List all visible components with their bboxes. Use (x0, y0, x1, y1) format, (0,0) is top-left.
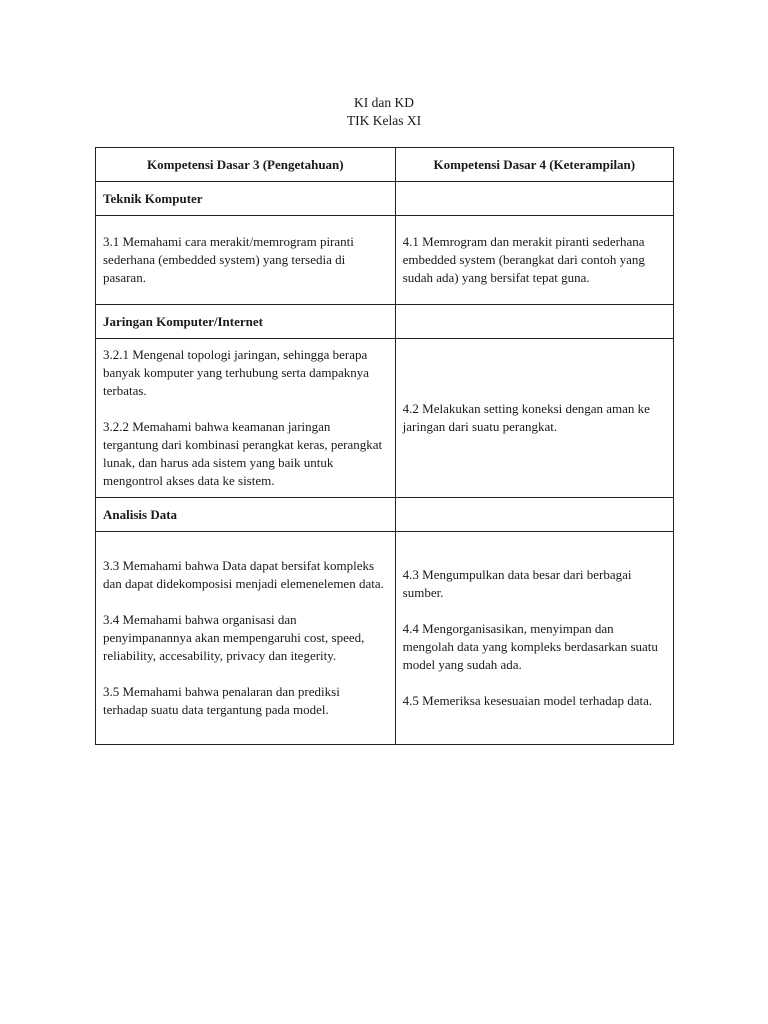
table-row (96, 339, 674, 498)
section-heading-empty (395, 305, 673, 339)
kd3-cell (96, 339, 396, 498)
kd4-cell (395, 339, 673, 498)
section-heading: Teknik Komputer (96, 182, 396, 216)
section-row-analisis-data (96, 498, 674, 532)
document-title (0, 94, 768, 130)
header-kd3: Kompetensi Dasar 3 (Pengetahuan) (96, 148, 396, 182)
kd-item: 3.3 Memahami bahwa Data dapat bersifat kompleks dan dapat didekomposisi menjadi elemenelemen data. (103, 558, 384, 591)
kd3-cell (96, 216, 396, 305)
table-row (96, 216, 674, 305)
kd-item: 4.1 Memrogram dan merakit piranti sederhana embedded system (berangkat dari contoh yang sudah ada) yang bersifat tepat guna. (402, 234, 645, 285)
section-heading: Jaringan Komputer/Internet (96, 305, 396, 339)
kd-item: 3.1 Memahami cara merakit/memrogram piranti sederhana (embedded system) yang tersedia di pasaran. (103, 234, 354, 285)
section-row-jaringan (96, 305, 674, 339)
header-kd4: Kompetensi Dasar 4 (Keterampilan) (395, 148, 673, 182)
table-row (96, 532, 674, 745)
section-heading-empty (395, 182, 673, 216)
kd-item: 4.2 Melakukan setting koneksi dengan aman ke jaringan dari suatu perangkat. (402, 401, 650, 434)
kd-item: 3.2.1 Mengenal topologi jaringan, sehingga berapa banyak komputer yang terhubung serta dampaknya terbatas. (103, 347, 370, 398)
section-heading: Analisis Data (96, 498, 396, 532)
kd-item: 3.4 Memahami bahwa organisasi dan penyimpanannya akan mempengaruhi cost, speed, reliability, accesability, privacy dan itegerity. (103, 612, 365, 663)
section-heading-empty (395, 498, 673, 532)
kd3-cell (96, 532, 396, 745)
kd-item: 4.5 Memeriksa kesesuaian model terhadap data. (402, 693, 653, 708)
kd-item: 3.5 Memahami bahwa penalaran dan prediksi terhadap suatu data tergantung pada model. (103, 684, 340, 717)
kd4-cell (395, 216, 673, 305)
section-row-teknik-komputer (96, 182, 674, 216)
kd-item: 4.4 Mengorganisasikan, menyimpan dan mengolah data yang kompleks berdasarkan suatu model yang sudah ada. (402, 621, 658, 672)
title-line-1: KI dan KD (354, 95, 414, 110)
title-line-2: TIK Kelas XI (346, 113, 422, 128)
kd-item: 3.2.2 Memahami bahwa keamanan jaringan tergantung dari kombinasi perangkat keras, perangkat lunak, dan harus ada sistem yang baik untuk mengontrol akses data ke sistem. (103, 419, 383, 488)
kd4-cell (395, 532, 673, 745)
kd-item: 4.3 Mengumpulkan data besar dari berbagai sumber. (402, 567, 632, 600)
competency-table (95, 147, 674, 745)
table-header-row (96, 148, 674, 182)
